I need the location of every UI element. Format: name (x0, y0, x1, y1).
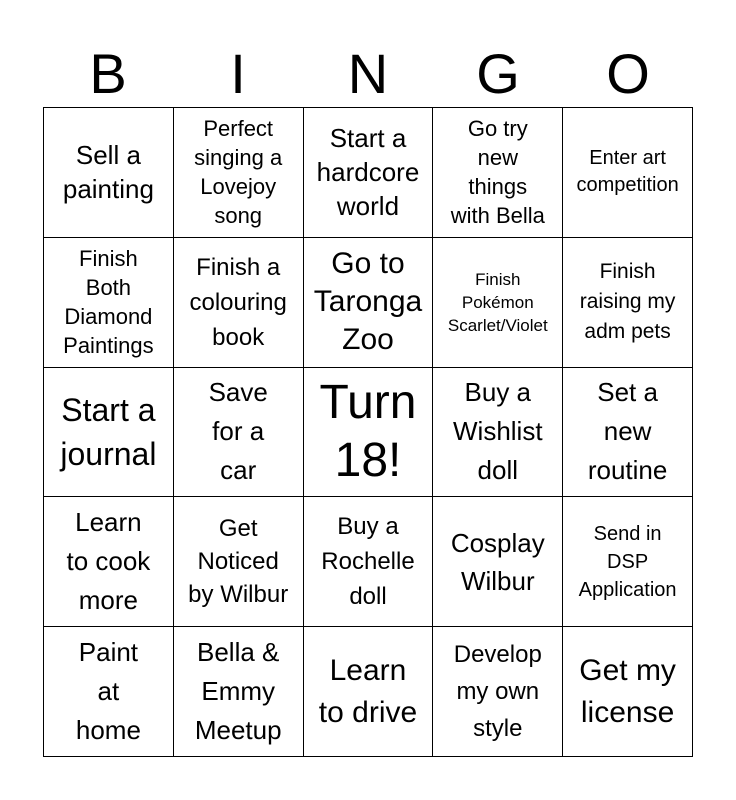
bingo-cell-3-2[interactable] (174, 368, 304, 498)
free-space-text: Turn 18! (319, 375, 417, 487)
bingo-cell-4-5[interactable] (563, 497, 693, 627)
cell-text: Start a journal (60, 391, 157, 472)
bingo-cell-5-3[interactable] (304, 627, 434, 757)
bingo-cell-5-2[interactable] (174, 627, 304, 757)
cell-text: Go to Taronga Zoo (313, 247, 423, 357)
bingo-cell-4-2[interactable] (174, 497, 304, 627)
header-letter-n: N (347, 42, 389, 105)
bingo-cell-1-5[interactable] (563, 108, 693, 238)
bingo-cell-2-3[interactable] (304, 238, 434, 368)
cell-text: Get my license (579, 653, 676, 729)
cell-text: Develop my own style (453, 641, 542, 743)
cell-text: Perfect singing a Lovejoy song (194, 116, 283, 229)
bingo-cell-5-4[interactable] (433, 627, 563, 757)
cell-text: Send in DSP Application (578, 522, 677, 601)
bingo-header (43, 40, 693, 108)
cell-text: Finish Both Diamond Paintings (63, 246, 154, 359)
bingo-cell-5-1[interactable] (44, 627, 174, 757)
bingo-cell-1-3[interactable] (304, 108, 434, 238)
bingo-cell-3-1[interactable] (44, 368, 174, 498)
bingo-cell-3-5[interactable] (563, 368, 693, 498)
cell-text: Buy a Rochelle doll (321, 513, 415, 611)
bingo-cell-2-4[interactable] (433, 238, 563, 368)
cell-text: Save for a car (208, 377, 268, 486)
cell-text: Bella & Emmy Meetup (194, 637, 282, 746)
cell-text: Get Noticed by Wilbur (188, 515, 289, 609)
header-letter-b: B (89, 42, 127, 105)
bingo-cell-2-2[interactable] (174, 238, 304, 368)
header-letter-o: O (606, 42, 650, 105)
bingo-cell-2-5[interactable] (563, 238, 693, 368)
header-letter-g: G (476, 42, 520, 105)
bingo-cell-2-1[interactable] (44, 238, 174, 368)
cell-text: Sell a painting (62, 140, 154, 205)
bingo-cell-1-2[interactable] (174, 108, 304, 238)
header-letter-i: I (230, 42, 246, 105)
cell-text: Go try new things with Bella (450, 116, 545, 229)
bingo-cell-4-3[interactable] (304, 497, 434, 627)
bingo-board (43, 107, 693, 757)
cell-text: Buy a Wishlist doll (453, 377, 543, 486)
bingo-cell-4-1[interactable] (44, 497, 174, 627)
cell-text: Finish Pokémon Scarlet/Violet (447, 269, 548, 335)
bingo-cell-5-5[interactable] (563, 627, 693, 757)
cell-text: Learn to drive (318, 653, 418, 729)
cell-text: Cosplay Wilbur (450, 527, 545, 596)
bingo-cell-1-4[interactable] (433, 108, 563, 238)
cell-text: Learn to cook more (66, 507, 151, 616)
bingo-cell-4-4[interactable] (433, 497, 563, 627)
cell-text: Set a new routine (587, 377, 668, 486)
cell-text: Enter art competition (576, 147, 679, 197)
cell-text: Finish a colouring book (189, 253, 287, 351)
cell-text: Finish raising my adm pets (579, 260, 676, 344)
bingo-cell-3-4[interactable] (433, 368, 563, 498)
cell-text: Paint at home (75, 637, 141, 746)
bingo-cell-1-1[interactable] (44, 108, 174, 238)
cell-text: Start a hardcore world (316, 123, 420, 222)
bingo-cell-3-3[interactable] (304, 368, 434, 498)
